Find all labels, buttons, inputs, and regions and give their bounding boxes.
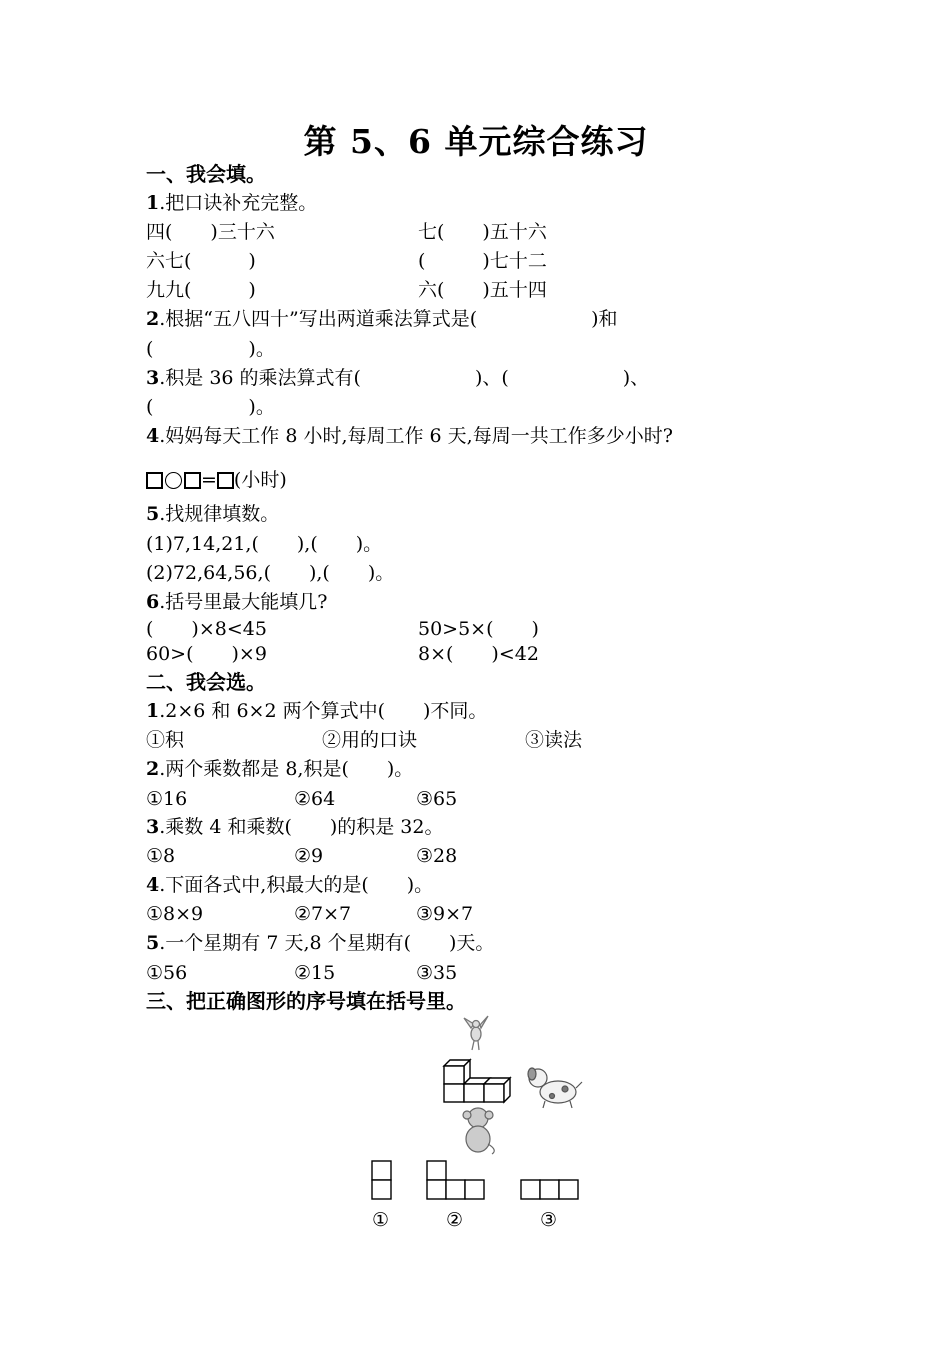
q1-item-2: 七( )五十六	[418, 221, 547, 243]
q1-item-4: ( )七十二	[418, 250, 547, 272]
q5-number: 5	[146, 503, 160, 525]
view-label-3: ③	[540, 1209, 558, 1231]
monkey-icon	[463, 1108, 494, 1154]
q4-answer-template	[146, 468, 287, 492]
s2-q5-stem: 5.一个星期有 7 天,8 个星期有( )天。	[146, 932, 495, 954]
s2-q2-option-3[interactable]: ③65	[416, 788, 458, 810]
answer-box[interactable]	[146, 472, 163, 489]
answer-box[interactable]	[184, 472, 201, 489]
q1-stem	[146, 191, 317, 215]
q6-item-3: 60>( )×9	[146, 643, 267, 665]
s2-q3-option-3[interactable]: ③28	[416, 845, 458, 867]
s2-q1-option-2[interactable]: ②用的口诀	[322, 729, 418, 751]
s2-q2-stem: 2.两个乘数都是 8,积是( )。	[146, 758, 414, 780]
view-label-2: ②	[446, 1209, 464, 1231]
q2-line2: ( )。	[146, 338, 275, 360]
q2-number: 2	[146, 308, 160, 330]
s2-q2-option-1[interactable]: ①16	[146, 788, 188, 810]
q5-sequence-1: (1)7,14,21,( ),( )。	[146, 533, 383, 555]
s2-q1-option-1[interactable]: ①积	[146, 729, 185, 751]
bird-icon	[464, 1016, 488, 1050]
q6-item-2: 50>5×( )	[418, 618, 539, 640]
q5-sequence-2: (2)72,64,56,( ),( )。	[146, 562, 395, 584]
q1-item-3: 六七( )	[146, 250, 256, 272]
s2-q5-option-2[interactable]: ②15	[294, 962, 336, 984]
s2-q4-option-1[interactable]: ①8×9	[146, 903, 204, 925]
q6-item-1: ( )×8<45	[146, 618, 267, 640]
s2-q1-option-3[interactable]: ③读法	[525, 729, 583, 751]
view-option-2[interactable]	[426, 1160, 488, 1200]
q1-item-6: 六( )五十四	[418, 279, 547, 301]
view-option-1[interactable]	[371, 1160, 393, 1200]
answer-box[interactable]	[217, 472, 234, 489]
s2-q4-option-2[interactable]: ②7×7	[294, 903, 352, 925]
s2-q3-stem: 3.乘数 4 和乘数( )的积是 32。	[146, 816, 444, 838]
q6-stem: 6.括号里最大能填几?	[146, 591, 328, 613]
unit-label: (小时)	[233, 469, 287, 491]
view-option-3[interactable]	[520, 1179, 582, 1201]
q1-number: 1	[146, 192, 160, 214]
s2-q3-option-2[interactable]: ②9	[294, 845, 324, 867]
q3-line2: ( )。	[146, 396, 275, 418]
dog-icon	[528, 1068, 582, 1108]
q3-number: 3	[146, 367, 160, 389]
s2-q5-option-3[interactable]: ③35	[416, 962, 458, 984]
q5-stem: 5.找规律填数。	[146, 503, 280, 525]
q1-item-1: 四( )三十六	[146, 221, 275, 243]
section2-heading: 二、我会选。	[146, 670, 266, 694]
q1-text: .把口诀补充完整。	[159, 192, 318, 214]
s2-q2-option-2[interactable]: ②64	[294, 788, 336, 810]
equals-sign: =	[201, 469, 217, 491]
section3-heading: 三、把正确图形的序号填在括号里。	[146, 989, 466, 1013]
q1-item-5: 九九( )	[146, 279, 256, 301]
q4-stem: 4.妈妈每天工作 8 小时,每周工作 6 天,每周一共工作多少小时?	[146, 425, 673, 447]
s2-q1-stem: 1.2×6 和 6×2 两个算式中( )不同。	[146, 700, 488, 722]
q3-line1: 3.积是 36 的乘法算式有( )、( )、	[146, 367, 650, 389]
section1-heading: 一、我会填。	[146, 162, 266, 186]
page-title: 第 5、6 单元综合练习	[303, 122, 649, 161]
q6-item-4: 8×( )<42	[418, 643, 539, 665]
cube-figure	[420, 1012, 600, 1162]
q6-number: 6	[146, 591, 160, 613]
s2-q5-option-1[interactable]: ①56	[146, 962, 188, 984]
q4-number: 4	[146, 425, 160, 447]
s2-q3-option-1[interactable]: ①8	[146, 845, 176, 867]
q2-line1: 2.根据“五八四十”写出两道乘法算式是( )和	[146, 308, 618, 330]
view-label-1: ①	[372, 1209, 390, 1231]
operator-circle[interactable]	[165, 472, 182, 489]
s2-q4-stem: 4.下面各式中,积最大的是( )。	[146, 874, 434, 896]
s2-q4-option-3[interactable]: ③9×7	[416, 903, 474, 925]
